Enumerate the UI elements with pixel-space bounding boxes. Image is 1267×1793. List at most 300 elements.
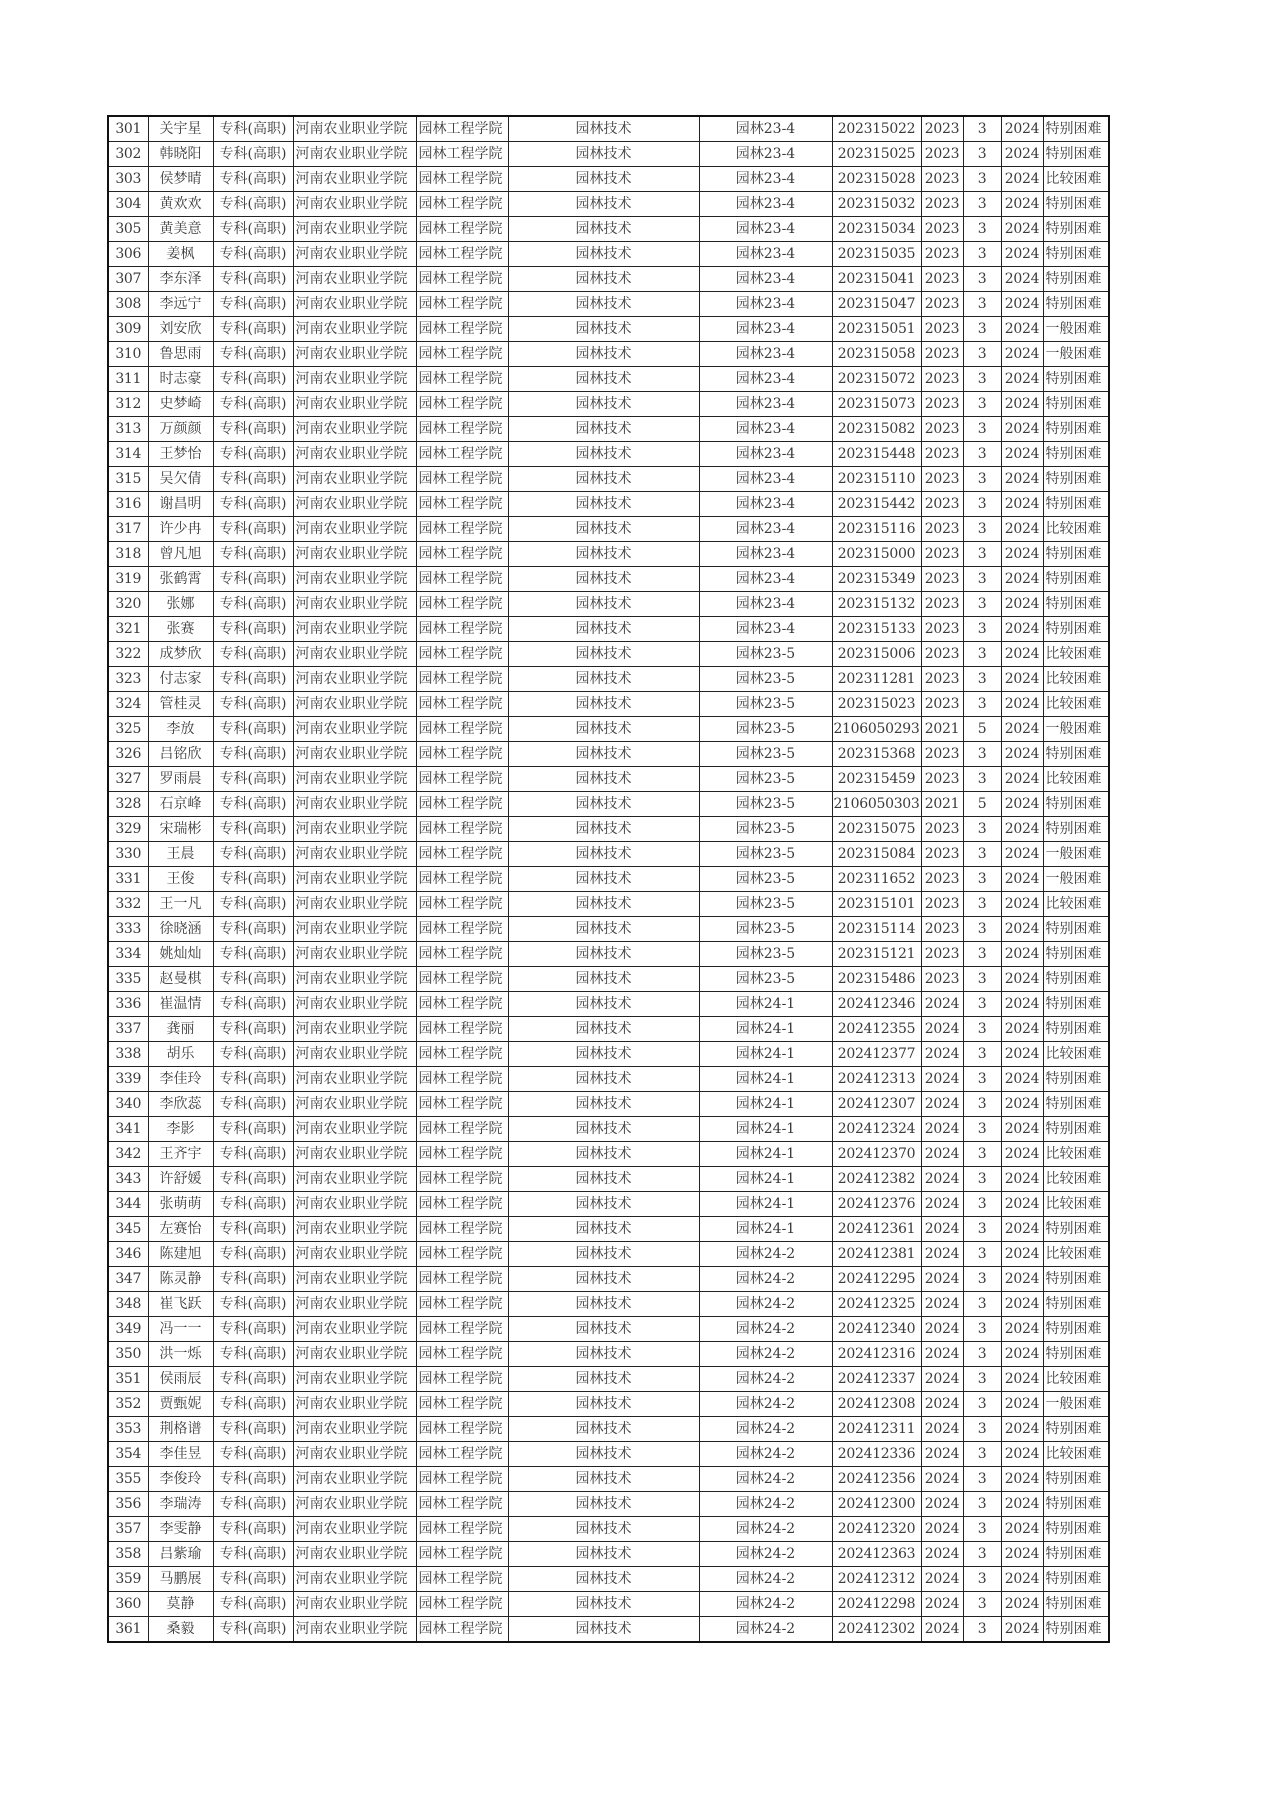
cell-assess-year: 2024 [1001,642,1043,667]
cell-school: 河南农业职业学院 [293,917,416,942]
cell-name: 姜枫 [148,242,213,267]
cell-college: 园林工程学院 [416,1217,508,1242]
cell-student-id: 202315368 [832,742,921,767]
cell-class: 园林23-4 [699,617,832,642]
cell-class: 园林24-2 [699,1242,832,1267]
cell-difficulty: 一般困难 [1043,342,1109,367]
cell-name: 徐晓涵 [148,917,213,942]
table-row [108,367,1109,392]
cell-major: 园林技术 [508,867,699,892]
cell-college: 园林工程学院 [416,642,508,667]
cell-index: 353 [108,1417,148,1442]
cell-class: 园林24-1 [699,992,832,1017]
cell-class: 园林24-1 [699,1167,832,1192]
cell-name: 左赛怡 [148,1217,213,1242]
cell-name: 洪一烁 [148,1342,213,1367]
cell-duration: 3 [963,967,1001,992]
cell-enroll-year: 2021 [921,792,963,817]
cell-difficulty: 特别困难 [1043,1117,1109,1142]
cell-name: 宋瑞彬 [148,817,213,842]
cell-enroll-year: 2023 [921,742,963,767]
cell-assess-year: 2024 [1001,1367,1043,1392]
cell-difficulty: 特别困难 [1043,1217,1109,1242]
cell-level: 专科(高职) [213,467,293,492]
cell-assess-year: 2024 [1001,767,1043,792]
cell-college: 园林工程学院 [416,116,508,142]
cell-student-id: 202315110 [832,467,921,492]
cell-student-id: 202412377 [832,1042,921,1067]
cell-student-id: 202315006 [832,642,921,667]
cell-level: 专科(高职) [213,1142,293,1167]
cell-assess-year: 2024 [1001,342,1043,367]
cell-college: 园林工程学院 [416,1167,508,1192]
cell-student-id: 202315047 [832,292,921,317]
cell-major: 园林技术 [508,1192,699,1217]
cell-difficulty: 比较困难 [1043,1367,1109,1392]
cell-index: 302 [108,142,148,167]
cell-duration: 3 [963,1392,1001,1417]
cell-name: 管桂灵 [148,692,213,717]
cell-index: 312 [108,392,148,417]
cell-assess-year: 2024 [1001,442,1043,467]
table-row [108,1167,1109,1192]
table-row [108,617,1109,642]
cell-college: 园林工程学院 [416,342,508,367]
cell-school: 河南农业职业学院 [293,1567,416,1592]
cell-assess-year: 2024 [1001,1542,1043,1567]
cell-difficulty: 特别困难 [1043,742,1109,767]
cell-enroll-year: 2024 [921,1542,963,1567]
cell-name: 李瑞涛 [148,1492,213,1517]
cell-school: 河南农业职业学院 [293,1117,416,1142]
cell-level: 专科(高职) [213,1467,293,1492]
table-row [108,142,1109,167]
cell-assess-year: 2024 [1001,792,1043,817]
cell-enroll-year: 2023 [921,142,963,167]
cell-enroll-year: 2023 [921,892,963,917]
cell-duration: 3 [963,842,1001,867]
cell-student-id: 202412325 [832,1292,921,1317]
cell-name: 王晨 [148,842,213,867]
cell-class: 园林23-4 [699,292,832,317]
cell-major: 园林技术 [508,617,699,642]
cell-name: 桑毅 [148,1617,213,1643]
cell-assess-year: 2024 [1001,817,1043,842]
cell-class: 园林24-2 [699,1392,832,1417]
cell-college: 园林工程学院 [416,1617,508,1643]
cell-student-id: 202315025 [832,142,921,167]
cell-assess-year: 2024 [1001,692,1043,717]
cell-index: 339 [108,1067,148,1092]
cell-school: 河南农业职业学院 [293,417,416,442]
cell-assess-year: 2024 [1001,1492,1043,1517]
cell-level: 专科(高职) [213,942,293,967]
cell-assess-year: 2024 [1001,167,1043,192]
table-row [108,517,1109,542]
cell-class: 园林24-2 [699,1292,832,1317]
cell-major: 园林技术 [508,1392,699,1417]
cell-enroll-year: 2023 [921,867,963,892]
table-row [108,1192,1109,1217]
cell-level: 专科(高职) [213,292,293,317]
cell-name: 贾甄妮 [148,1392,213,1417]
cell-student-id: 202412376 [832,1192,921,1217]
cell-student-id: 202315022 [832,116,921,142]
cell-level: 专科(高职) [213,742,293,767]
cell-college: 园林工程学院 [416,392,508,417]
cell-difficulty: 特别困难 [1043,1417,1109,1442]
cell-student-id: 202315116 [832,517,921,542]
cell-name: 赵曼棋 [148,967,213,992]
cell-duration: 3 [963,1067,1001,1092]
cell-index: 346 [108,1242,148,1267]
table-row [108,1292,1109,1317]
cell-index: 309 [108,317,148,342]
table-row [108,392,1109,417]
cell-college: 园林工程学院 [416,542,508,567]
cell-assess-year: 2024 [1001,292,1043,317]
table-row [108,742,1109,767]
cell-class: 园林23-5 [699,792,832,817]
cell-major: 园林技术 [508,116,699,142]
cell-name: 李影 [148,1117,213,1142]
cell-duration: 3 [963,617,1001,642]
cell-college: 园林工程学院 [416,1342,508,1367]
cell-assess-year: 2024 [1001,1567,1043,1592]
cell-school: 河南农业职业学院 [293,1042,416,1067]
cell-college: 园林工程学院 [416,592,508,617]
cell-name: 韩晓阳 [148,142,213,167]
cell-assess-year: 2024 [1001,1092,1043,1117]
table-row [108,842,1109,867]
table-row [108,692,1109,717]
cell-college: 园林工程学院 [416,317,508,342]
cell-index: 351 [108,1367,148,1392]
cell-enroll-year: 2023 [921,617,963,642]
cell-difficulty: 比较困难 [1043,1192,1109,1217]
cell-college: 园林工程学院 [416,742,508,767]
cell-class: 园林24-2 [699,1442,832,1467]
cell-level: 专科(高职) [213,1617,293,1643]
cell-difficulty: 比较困难 [1043,1442,1109,1467]
cell-index: 318 [108,542,148,567]
cell-school: 河南农业职业学院 [293,967,416,992]
cell-difficulty: 特别困难 [1043,942,1109,967]
cell-duration: 3 [963,417,1001,442]
cell-college: 园林工程学院 [416,992,508,1017]
cell-major: 园林技术 [508,1142,699,1167]
cell-enroll-year: 2024 [921,1367,963,1392]
cell-college: 园林工程学院 [416,417,508,442]
cell-class: 园林23-5 [699,667,832,692]
cell-major: 园林技术 [508,1492,699,1517]
cell-name: 张娜 [148,592,213,617]
cell-student-id: 202412363 [832,1542,921,1567]
cell-major: 园林技术 [508,967,699,992]
cell-class: 园林24-1 [699,1117,832,1142]
table-row [108,1617,1109,1643]
cell-class: 园林23-4 [699,342,832,367]
cell-student-id: 202412381 [832,1242,921,1267]
cell-level: 专科(高职) [213,116,293,142]
cell-assess-year: 2024 [1001,217,1043,242]
cell-enroll-year: 2023 [921,967,963,992]
cell-duration: 3 [963,267,1001,292]
cell-enroll-year: 2023 [921,542,963,567]
cell-major: 园林技术 [508,667,699,692]
cell-major: 园林技术 [508,1217,699,1242]
cell-college: 园林工程学院 [416,467,508,492]
cell-school: 河南农业职业学院 [293,767,416,792]
cell-level: 专科(高职) [213,267,293,292]
cell-college: 园林工程学院 [416,792,508,817]
cell-enroll-year: 2024 [921,1517,963,1542]
table-row [108,267,1109,292]
cell-index: 355 [108,1467,148,1492]
cell-college: 园林工程学院 [416,1017,508,1042]
cell-duration: 3 [963,1092,1001,1117]
cell-assess-year: 2024 [1001,1342,1043,1367]
cell-index: 322 [108,642,148,667]
cell-class: 园林23-4 [699,142,832,167]
cell-enroll-year: 2023 [921,442,963,467]
cell-college: 园林工程学院 [416,1267,508,1292]
table-row [108,817,1109,842]
cell-duration: 3 [963,992,1001,1017]
cell-assess-year: 2024 [1001,242,1043,267]
cell-major: 园林技术 [508,1042,699,1067]
cell-level: 专科(高职) [213,1067,293,1092]
cell-duration: 3 [963,1242,1001,1267]
cell-name: 龚丽 [148,1017,213,1042]
cell-student-id: 202315041 [832,267,921,292]
cell-college: 园林工程学院 [416,967,508,992]
cell-assess-year: 2024 [1001,1392,1043,1417]
cell-difficulty: 特别困难 [1043,217,1109,242]
cell-major: 园林技术 [508,1092,699,1117]
cell-student-id: 202412336 [832,1442,921,1467]
table-row [108,1417,1109,1442]
cell-name: 王齐宇 [148,1142,213,1167]
cell-assess-year: 2024 [1001,467,1043,492]
cell-major: 园林技术 [508,592,699,617]
cell-duration: 3 [963,142,1001,167]
cell-class: 园林23-4 [699,417,832,442]
cell-school: 河南农业职业学院 [293,392,416,417]
cell-major: 园林技术 [508,1617,699,1643]
cell-student-id: 202412311 [832,1417,921,1442]
cell-school: 河南农业职业学院 [293,1417,416,1442]
cell-class: 园林24-2 [699,1567,832,1592]
cell-duration: 3 [963,492,1001,517]
cell-index: 359 [108,1567,148,1592]
cell-class: 园林24-2 [699,1367,832,1392]
cell-name: 刘安欣 [148,317,213,342]
cell-level: 专科(高职) [213,892,293,917]
cell-school: 河南农业职业学院 [293,1192,416,1217]
cell-name: 王梦怡 [148,442,213,467]
cell-duration: 3 [963,1292,1001,1317]
cell-enroll-year: 2023 [921,116,963,142]
table-row [108,467,1109,492]
cell-college: 园林工程学院 [416,567,508,592]
cell-enroll-year: 2024 [921,992,963,1017]
cell-enroll-year: 2024 [921,1267,963,1292]
cell-student-id: 202315459 [832,767,921,792]
cell-class: 园林24-2 [699,1342,832,1367]
cell-major: 园林技术 [508,1017,699,1042]
cell-class: 园林24-2 [699,1492,832,1517]
cell-school: 河南农业职业学院 [293,542,416,567]
cell-college: 园林工程学院 [416,1442,508,1467]
cell-index: 333 [108,917,148,942]
cell-name: 崔飞跃 [148,1292,213,1317]
cell-student-id: 202412307 [832,1092,921,1117]
cell-major: 园林技术 [508,1242,699,1267]
cell-class: 园林23-5 [699,817,832,842]
cell-name: 鲁思雨 [148,342,213,367]
cell-name: 吕铭欣 [148,742,213,767]
cell-school: 河南农业职业学院 [293,1442,416,1467]
cell-duration: 3 [963,517,1001,542]
cell-level: 专科(高职) [213,1492,293,1517]
cell-major: 园林技术 [508,142,699,167]
cell-difficulty: 特别困难 [1043,1592,1109,1617]
cell-school: 河南农业职业学院 [293,592,416,617]
cell-difficulty: 特别困难 [1043,992,1109,1017]
cell-assess-year: 2024 [1001,892,1043,917]
cell-duration: 3 [963,1117,1001,1142]
cell-difficulty: 特别困难 [1043,1517,1109,1542]
cell-student-id: 202315032 [832,192,921,217]
cell-level: 专科(高职) [213,1042,293,1067]
cell-college: 园林工程学院 [416,1517,508,1542]
cell-class: 园林23-4 [699,317,832,342]
cell-level: 专科(高职) [213,167,293,192]
cell-assess-year: 2024 [1001,867,1043,892]
cell-difficulty: 特别困难 [1043,367,1109,392]
cell-level: 专科(高职) [213,1317,293,1342]
cell-duration: 3 [963,1467,1001,1492]
cell-index: 337 [108,1017,148,1042]
cell-duration: 3 [963,217,1001,242]
cell-index: 344 [108,1192,148,1217]
cell-major: 园林技术 [508,1117,699,1142]
cell-assess-year: 2024 [1001,116,1043,142]
table-row [108,167,1109,192]
cell-name: 李东泽 [148,267,213,292]
cell-enroll-year: 2023 [921,192,963,217]
cell-level: 专科(高职) [213,192,293,217]
cell-class: 园林23-5 [699,892,832,917]
cell-enroll-year: 2023 [921,467,963,492]
cell-assess-year: 2024 [1001,1242,1043,1267]
cell-difficulty: 特别困难 [1043,467,1109,492]
cell-index: 340 [108,1092,148,1117]
cell-difficulty: 特别困难 [1043,1317,1109,1342]
cell-name: 张萌萌 [148,1192,213,1217]
cell-class: 园林24-1 [699,1217,832,1242]
cell-index: 347 [108,1267,148,1292]
cell-name: 马鹏展 [148,1567,213,1592]
cell-school: 河南农业职业学院 [293,717,416,742]
table-row [108,1442,1109,1467]
cell-major: 园林技术 [508,167,699,192]
cell-major: 园林技术 [508,1417,699,1442]
cell-duration: 3 [963,342,1001,367]
cell-student-id: 202315133 [832,617,921,642]
cell-assess-year: 2024 [1001,842,1043,867]
cell-level: 专科(高职) [213,492,293,517]
cell-school: 河南农业职业学院 [293,1217,416,1242]
cell-student-id: 202315084 [832,842,921,867]
cell-index: 306 [108,242,148,267]
table-row [108,1592,1109,1617]
cell-assess-year: 2024 [1001,392,1043,417]
cell-enroll-year: 2024 [921,1392,963,1417]
cell-assess-year: 2024 [1001,1517,1043,1542]
cell-school: 河南农业职业学院 [293,1267,416,1292]
cell-duration: 3 [963,1042,1001,1067]
cell-major: 园林技术 [508,292,699,317]
cell-level: 专科(高职) [213,792,293,817]
cell-enroll-year: 2023 [921,642,963,667]
cell-name: 黄欢欢 [148,192,213,217]
cell-student-id: 202412337 [832,1367,921,1392]
cell-index: 317 [108,517,148,542]
cell-school: 河南农业职业学院 [293,116,416,142]
cell-enroll-year: 2024 [921,1492,963,1517]
cell-difficulty: 比较困难 [1043,667,1109,692]
cell-school: 河南农业职业学院 [293,517,416,542]
cell-level: 专科(高职) [213,417,293,442]
cell-student-id: 202311281 [832,667,921,692]
cell-level: 专科(高职) [213,1517,293,1542]
cell-duration: 3 [963,1517,1001,1542]
cell-name: 陈灵静 [148,1267,213,1292]
table-row [108,317,1109,342]
table-row [108,1567,1109,1592]
table-row [108,192,1109,217]
cell-student-id: 202315082 [832,417,921,442]
cell-college: 园林工程学院 [416,1192,508,1217]
cell-student-id: 202315114 [832,917,921,942]
cell-college: 园林工程学院 [416,292,508,317]
cell-class: 园林23-4 [699,167,832,192]
cell-level: 专科(高职) [213,1417,293,1442]
cell-major: 园林技术 [508,242,699,267]
cell-class: 园林23-4 [699,367,832,392]
cell-enroll-year: 2024 [921,1092,963,1117]
cell-duration: 3 [963,1442,1001,1467]
cell-assess-year: 2024 [1001,667,1043,692]
cell-school: 河南农业职业学院 [293,292,416,317]
table-row [108,717,1109,742]
cell-school: 河南农业职业学院 [293,492,416,517]
cell-student-id: 202412316 [832,1342,921,1367]
cell-major: 园林技术 [508,542,699,567]
cell-school: 河南农业职业学院 [293,1017,416,1042]
cell-difficulty: 特别困难 [1043,1342,1109,1367]
cell-major: 园林技术 [508,717,699,742]
cell-major: 园林技术 [508,367,699,392]
cell-index: 325 [108,717,148,742]
cell-index: 348 [108,1292,148,1317]
cell-major: 园林技术 [508,1542,699,1567]
cell-class: 园林24-1 [699,1042,832,1067]
cell-major: 园林技术 [508,1517,699,1542]
cell-major: 园林技术 [508,1167,699,1192]
